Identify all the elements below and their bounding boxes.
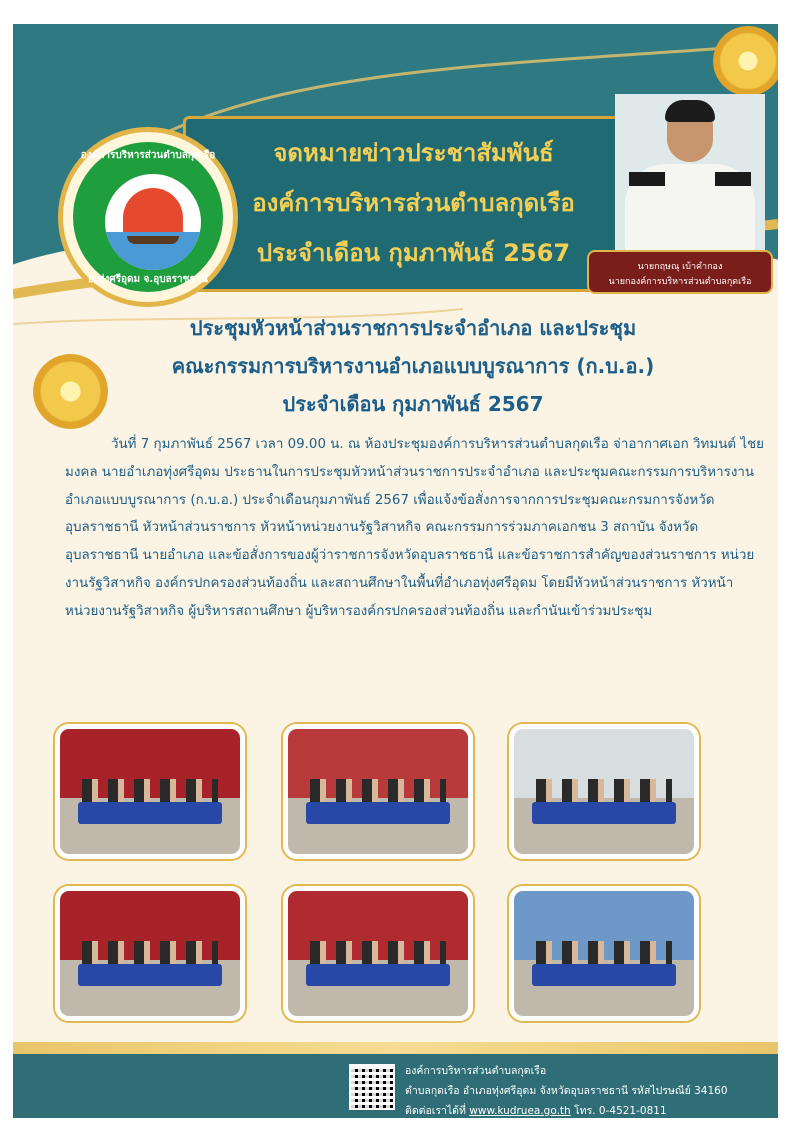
- qr-code-pattern: [351, 1066, 393, 1108]
- photo-table: [306, 964, 450, 987]
- photo-table: [78, 802, 222, 825]
- footer-phone: โทร. 0-4521-0811: [574, 1105, 667, 1117]
- mayor-position: นายกองค์การบริหารส่วนตำบลกุดเรือ: [608, 277, 752, 287]
- news-body: [65, 431, 765, 626]
- news-headline-line-1: ประชุมหัวหน้าส่วนราชการประจำอำเภอ และประชุม: [189, 316, 637, 340]
- meeting-photo-3: [509, 724, 699, 859]
- portrait-hair: [665, 100, 715, 122]
- photo-table: [532, 802, 676, 825]
- logo-ring: [73, 142, 223, 292]
- title-line-1: จดหมายข่าวประชาสัมพันธ์: [273, 139, 554, 167]
- boat-icon: [127, 236, 179, 244]
- footer-contact-prefix: ติดต่อเราได้ที่: [405, 1105, 466, 1117]
- news-body-text: วันที่ 7 กุมภาพันธ์ 2567 เวลา 09.00 น. ณ ห้องประชุมองค์การบริหารส่วนตำบลกุดเรือ จ่าอากาศเอก วิทมนต์ ไชยมงคล นายอำเภอทุ่งศรีอุดม ประธานในการประชุมหัวหน้าส่วนราชการประจำอำเภอ และประชุมคณะกรรมการบริหารงานอำเภอแบบบูรณาการ (ก.บ.อ.) ประจำเดือนกุมภาพันธ์ 2567 เพื่อแจ้งข้อสั่งการจากการประชุมคณะกรมการจังหวัดอุบลราชธานี หัวหน้าส่วนราชการ หัวหน้าหน่วยงานรัฐวิสาหกิจ คณะกรรมการร่วมภาคเอกชน 3 สถาบัน จังหวัดอุบลราชธานี นายอำเภอ และข้อสั่งการของผู้ว่าราชการจังหวัดอุบลราชธานี และข้อราชการสำคัญของส่วนราชการ หน่วยงานรัฐวิสาหกิจ องค์กรปกครองส่วนท้องถิ่น และสถานศึกษาในพื้นที่อำเภอทุ่งศรีอุดม โดยมีหัวหน้าส่วนราชการ หัวหน้าหน่วยงานรัฐวิสาหกิจ ผู้บริหารสถานศึกษา ผู้บริหารองค์กรปกครองส่วนท้องถิ่น และกำนันเข้าร่วมประชุม: [65, 437, 764, 619]
- newsletter-title-box: [183, 116, 644, 292]
- logo-emblem: [105, 174, 201, 270]
- photo-table: [78, 964, 222, 987]
- sun-icon: [123, 188, 183, 232]
- meeting-photo-6: [509, 886, 699, 1021]
- photo-table: [306, 802, 450, 825]
- portrait-epaulet-right: [715, 172, 751, 186]
- mayor-nameplate: [587, 250, 773, 294]
- news-headline-line-2: คณะกรรมการบริหารงานอำเภอแบบบูรณาการ (ก.บ.อ.): [171, 354, 655, 378]
- logo-bottom-text: อ.ทุ่งศรีอุดม จ.อุบลราชธานี: [87, 274, 209, 285]
- meeting-photo-5: [283, 886, 473, 1021]
- organization-logo: [58, 127, 238, 307]
- meeting-photo-4: [55, 886, 245, 1021]
- meeting-photo-1: [55, 724, 245, 859]
- footer-contact: [405, 1102, 667, 1118]
- footer-org-name: องค์การบริหารส่วนตำบลกุดเรือ: [405, 1065, 547, 1077]
- newsletter-sheet: [13, 24, 778, 1118]
- title-line-2: องค์การบริหารส่วนตำบลกุดเรือ: [252, 189, 575, 217]
- mayor-name: นายกฤษณุ เบ้าคำกอง: [637, 262, 723, 272]
- portrait-epaulet-left: [629, 172, 665, 186]
- newsletter-footer: [13, 1042, 778, 1118]
- photo-table: [532, 964, 676, 987]
- flower-ornament-top-right: [713, 26, 778, 96]
- website-link[interactable]: www.kudruea.go.th: [469, 1105, 571, 1117]
- footer-address: ตำบลกุดเรือ อำเภอทุ่งศรีอุดม จังหวัดอุบลราชธานี รหัสไปรษณีย์ 34160: [405, 1085, 728, 1097]
- news-headline-line-3: ประจำเดือน กุมภาพันธ์ 2567: [282, 392, 544, 416]
- logo-top-text: องค์การบริหารส่วนตำบลกุดเรือ: [80, 150, 216, 161]
- meeting-photo-2: [283, 724, 473, 859]
- title-line-3: ประจำเดือน กุมภาพันธ์ 2567: [256, 239, 571, 267]
